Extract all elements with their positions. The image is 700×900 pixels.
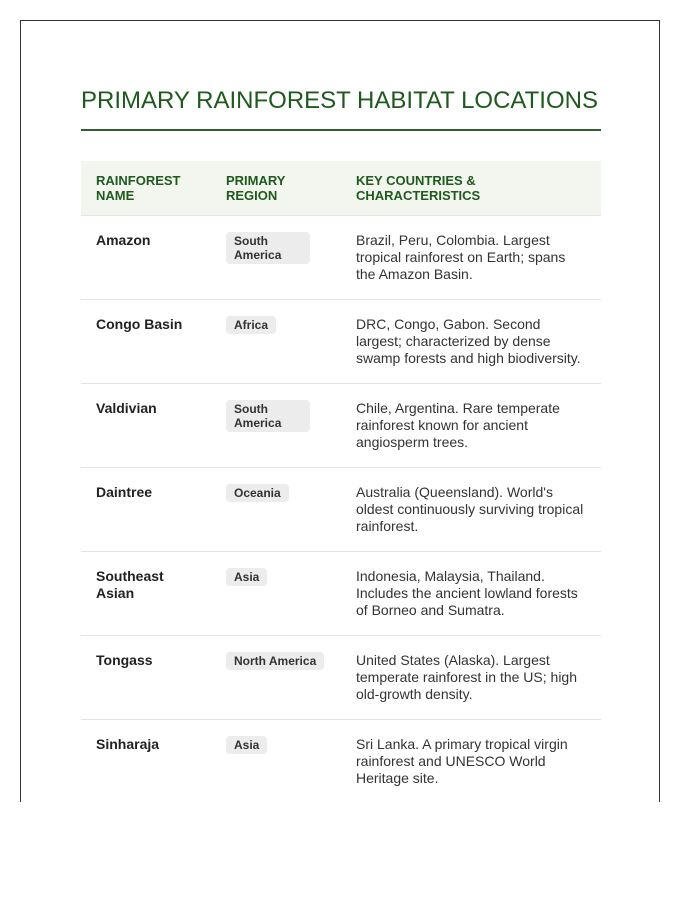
page-title: PRIMARY RAINFOREST HABITAT LOCATIONS bbox=[81, 87, 598, 114]
region-cell bbox=[211, 384, 341, 468]
region-cell bbox=[211, 300, 341, 384]
region-badge: South America bbox=[226, 400, 310, 432]
table-row bbox=[81, 300, 601, 384]
table-row bbox=[81, 468, 601, 552]
table-row bbox=[81, 552, 601, 636]
region-badge: Africa bbox=[226, 316, 276, 334]
rainforest-name: Congo Basin bbox=[81, 300, 211, 384]
rainforest-name: Valdivian bbox=[81, 384, 211, 468]
details-text: Australia (Queensland). World's oldest continuously surviving tropical rainforest. bbox=[341, 468, 601, 552]
rainforest-name: Daintree bbox=[81, 468, 211, 552]
table-row bbox=[81, 216, 601, 300]
table-row bbox=[81, 636, 601, 720]
region-badge: South America bbox=[226, 232, 310, 264]
header-rainforest-name: RAINFOREST NAME bbox=[81, 161, 211, 216]
region-badge: North America bbox=[226, 652, 324, 670]
table-row bbox=[81, 720, 601, 803]
details-text: Chile, Argentina. Rare temperate rainforest known for ancient angiosperm trees. bbox=[341, 384, 601, 468]
header-primary-region: PRIMARY REGION bbox=[211, 161, 341, 216]
table-row bbox=[81, 384, 601, 468]
details-text: Indonesia, Malaysia, Thailand. Includes the ancient lowland forests of Borneo and Sumatra. bbox=[341, 552, 601, 636]
table-header bbox=[81, 161, 601, 216]
header-key-countries: KEY COUNTRIES & CHARACTERISTICS bbox=[341, 161, 601, 216]
rainforest-name: Tongass bbox=[81, 636, 211, 720]
rainforest-table bbox=[81, 161, 601, 802]
region-cell bbox=[211, 636, 341, 720]
title-divider bbox=[81, 129, 601, 131]
details-text: DRC, Congo, Gabon. Second largest; characterized by dense swamp forests and high biodiversity. bbox=[341, 300, 601, 384]
region-badge: Asia bbox=[226, 568, 267, 586]
document-page bbox=[20, 20, 660, 802]
rainforest-name: Southeast Asian bbox=[81, 552, 211, 636]
rainforest-name: Sinharaja bbox=[81, 720, 211, 803]
region-badge: Asia bbox=[226, 736, 267, 754]
content-area bbox=[81, 21, 601, 802]
details-text: Sri Lanka. A primary tropical virgin rainforest and UNESCO World Heritage site. bbox=[341, 720, 601, 803]
rainforest-name: Amazon bbox=[81, 216, 211, 300]
region-badge: Oceania bbox=[226, 484, 289, 502]
region-cell bbox=[211, 468, 341, 552]
details-text: Brazil, Peru, Colombia. Largest tropical rainforest on Earth; spans the Amazon Basin. bbox=[341, 216, 601, 300]
region-cell bbox=[211, 216, 341, 300]
region-cell bbox=[211, 720, 341, 803]
header-row bbox=[81, 161, 601, 216]
region-cell bbox=[211, 552, 341, 636]
details-text: United States (Alaska). Largest temperate rainforest in the US; high old-growth density. bbox=[341, 636, 601, 720]
table-body bbox=[81, 216, 601, 803]
